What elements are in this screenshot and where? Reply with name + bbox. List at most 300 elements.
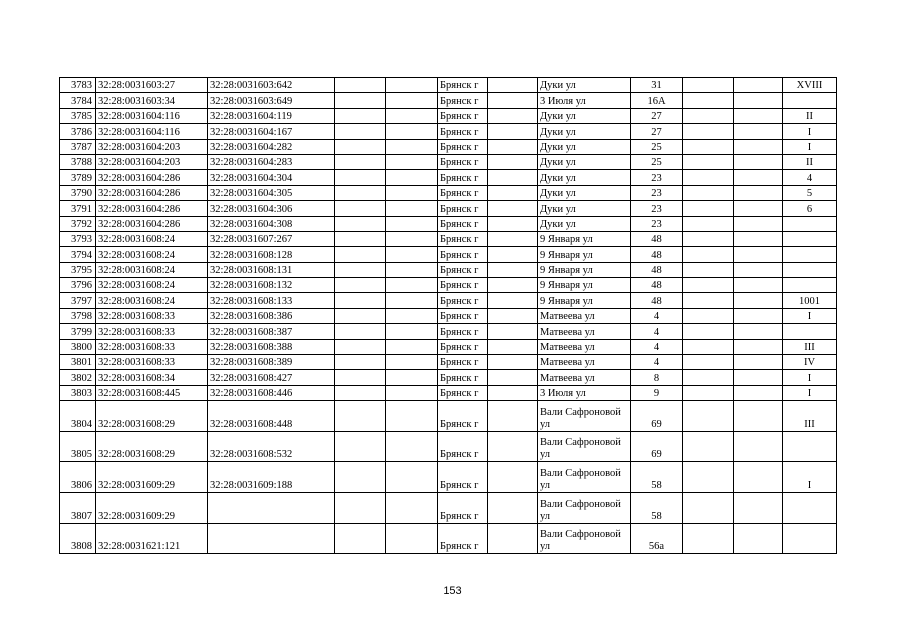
empty-cell (734, 93, 783, 108)
row-number-cell: 3798 (60, 308, 96, 323)
premises-number-cell: III (783, 339, 837, 354)
row-number-cell: 3800 (60, 339, 96, 354)
house-number-cell: 4 (631, 324, 683, 339)
city-cell: Брянск г (438, 431, 488, 462)
object-cadastral-number-cell: 32:28:0031608:387 (208, 324, 335, 339)
empty-cell (386, 293, 438, 308)
empty-cell (683, 247, 734, 262)
land-cadastral-number-cell: 32:28:0031604:286 (96, 185, 208, 200)
empty-cell (386, 370, 438, 385)
premises-number-cell: II (783, 108, 837, 123)
empty-cell (734, 185, 783, 200)
row-number-cell: 3794 (60, 247, 96, 262)
empty-cell (488, 108, 538, 123)
street-cell: Дуки ул (538, 201, 631, 216)
street-cell: 9 Января ул (538, 293, 631, 308)
empty-cell (386, 462, 438, 493)
land-cadastral-number-cell: 32:28:0031608:33 (96, 308, 208, 323)
object-cadastral-number-cell: 32:28:0031608:388 (208, 339, 335, 354)
table-row (60, 139, 837, 154)
object-cadastral-number-cell: 32:28:0031608:448 (208, 401, 335, 432)
premises-number-cell (783, 93, 837, 108)
table-row (60, 278, 837, 293)
empty-cell (386, 262, 438, 277)
empty-cell (488, 216, 538, 231)
empty-cell (683, 108, 734, 123)
house-number-cell: 4 (631, 355, 683, 370)
house-number-cell: 27 (631, 108, 683, 123)
empty-cell (335, 370, 386, 385)
land-cadastral-number-cell: 32:28:0031603:34 (96, 93, 208, 108)
empty-cell (488, 154, 538, 169)
street-cell: Дуки ул (538, 154, 631, 169)
empty-cell (488, 293, 538, 308)
empty-cell (734, 355, 783, 370)
city-cell: Брянск г (438, 170, 488, 185)
table-row (60, 93, 837, 108)
empty-cell (734, 124, 783, 139)
empty-cell (734, 431, 783, 462)
land-cadastral-number-cell: 32:28:0031604:203 (96, 139, 208, 154)
house-number-cell: 56а (631, 523, 683, 554)
empty-cell (335, 401, 386, 432)
row-number-cell: 3785 (60, 108, 96, 123)
land-cadastral-number-cell: 32:28:0031604:286 (96, 170, 208, 185)
object-cadastral-number-cell: 32:28:0031604:282 (208, 139, 335, 154)
empty-cell (335, 247, 386, 262)
empty-cell (488, 492, 538, 523)
house-number-cell: 23 (631, 216, 683, 231)
empty-cell (335, 523, 386, 554)
object-cadastral-number-cell: 32:28:0031607:267 (208, 231, 335, 246)
table-row (60, 231, 837, 246)
empty-cell (683, 231, 734, 246)
empty-cell (734, 293, 783, 308)
empty-cell (683, 185, 734, 200)
table-row (60, 201, 837, 216)
city-cell: Брянск г (438, 247, 488, 262)
empty-cell (488, 139, 538, 154)
empty-cell (734, 154, 783, 169)
premises-number-cell (783, 492, 837, 523)
city-cell: Брянск г (438, 78, 488, 93)
object-cadastral-number-cell (208, 492, 335, 523)
land-cadastral-number-cell: 32:28:0031609:29 (96, 462, 208, 493)
street-cell: Вали Сафроновой ул (538, 523, 631, 554)
street-cell: Матвеева ул (538, 355, 631, 370)
object-cadastral-number-cell: 32:28:0031608:386 (208, 308, 335, 323)
empty-cell (734, 492, 783, 523)
empty-cell (683, 78, 734, 93)
empty-cell (335, 185, 386, 200)
empty-cell (386, 154, 438, 169)
house-number-cell: 25 (631, 139, 683, 154)
empty-cell (386, 185, 438, 200)
empty-cell (683, 139, 734, 154)
house-number-cell: 58 (631, 462, 683, 493)
house-number-cell: 4 (631, 339, 683, 354)
premises-number-cell (783, 324, 837, 339)
row-number-cell: 3803 (60, 385, 96, 400)
empty-cell (488, 93, 538, 108)
land-cadastral-number-cell: 32:28:0031608:29 (96, 401, 208, 432)
street-cell: Дуки ул (538, 78, 631, 93)
premises-number-cell: I (783, 385, 837, 400)
empty-cell (386, 324, 438, 339)
empty-cell (335, 462, 386, 493)
street-cell: 9 Января ул (538, 278, 631, 293)
row-number-cell: 3787 (60, 139, 96, 154)
land-cadastral-number-cell: 32:28:0031604:286 (96, 201, 208, 216)
street-cell: Дуки ул (538, 124, 631, 139)
empty-cell (386, 170, 438, 185)
premises-number-cell (783, 247, 837, 262)
empty-cell (488, 431, 538, 462)
table-row (60, 355, 837, 370)
row-number-cell: 3791 (60, 201, 96, 216)
house-number-cell: 25 (631, 154, 683, 169)
empty-cell (683, 385, 734, 400)
house-number-cell: 8 (631, 370, 683, 385)
empty-cell (488, 247, 538, 262)
object-cadastral-number-cell: 32:28:0031608:128 (208, 247, 335, 262)
row-number-cell: 3806 (60, 462, 96, 493)
table-row (60, 523, 837, 554)
empty-cell (335, 201, 386, 216)
table-row (60, 462, 837, 493)
city-cell: Брянск г (438, 370, 488, 385)
city-cell: Брянск г (438, 216, 488, 231)
empty-cell (683, 93, 734, 108)
object-cadastral-number-cell (208, 523, 335, 554)
empty-cell (386, 339, 438, 354)
table-row (60, 124, 837, 139)
empty-cell (734, 462, 783, 493)
empty-cell (386, 355, 438, 370)
city-cell: Брянск г (438, 293, 488, 308)
street-cell: Матвеева ул (538, 324, 631, 339)
empty-cell (488, 124, 538, 139)
empty-cell (335, 339, 386, 354)
object-cadastral-number-cell: 32:28:0031608:532 (208, 431, 335, 462)
table-row (60, 247, 837, 262)
premises-number-cell: XVIII (783, 78, 837, 93)
empty-cell (734, 216, 783, 231)
city-cell: Брянск г (438, 93, 488, 108)
empty-cell (488, 262, 538, 277)
table-row (60, 401, 837, 432)
row-number-cell: 3808 (60, 523, 96, 554)
empty-cell (488, 308, 538, 323)
land-cadastral-number-cell: 32:28:0031608:33 (96, 355, 208, 370)
street-cell: Вали Сафроновой ул (538, 462, 631, 493)
object-cadastral-number-cell: 32:28:0031604:305 (208, 185, 335, 200)
land-cadastral-number-cell: 32:28:0031604:286 (96, 216, 208, 231)
city-cell: Брянск г (438, 262, 488, 277)
street-cell: 3 Июля ул (538, 93, 631, 108)
land-cadastral-number-cell: 32:28:0031608:24 (96, 293, 208, 308)
land-cadastral-number-cell: 32:28:0031621:121 (96, 523, 208, 554)
premises-number-cell (783, 431, 837, 462)
land-cadastral-number-cell: 32:28:0031608:24 (96, 231, 208, 246)
empty-cell (683, 462, 734, 493)
table-row (60, 308, 837, 323)
land-cadastral-number-cell: 32:28:0031608:33 (96, 339, 208, 354)
street-cell: 9 Января ул (538, 247, 631, 262)
street-cell: Вали Сафроновой ул (538, 401, 631, 432)
empty-cell (335, 124, 386, 139)
table-row (60, 431, 837, 462)
table-row (60, 108, 837, 123)
house-number-cell: 23 (631, 170, 683, 185)
house-number-cell: 48 (631, 293, 683, 308)
premises-number-cell: II (783, 154, 837, 169)
empty-cell (335, 492, 386, 523)
city-cell: Брянск г (438, 385, 488, 400)
object-cadastral-number-cell: 32:28:0031608:389 (208, 355, 335, 370)
premises-number-cell: 6 (783, 201, 837, 216)
empty-cell (386, 492, 438, 523)
row-number-cell: 3801 (60, 355, 96, 370)
row-number-cell: 3793 (60, 231, 96, 246)
street-cell: Дуки ул (538, 139, 631, 154)
premises-number-cell: I (783, 308, 837, 323)
empty-cell (335, 262, 386, 277)
premises-number-cell: I (783, 124, 837, 139)
row-number-cell: 3802 (60, 370, 96, 385)
empty-cell (488, 170, 538, 185)
house-number-cell: 48 (631, 247, 683, 262)
house-number-cell: 58 (631, 492, 683, 523)
empty-cell (683, 124, 734, 139)
city-cell: Брянск г (438, 324, 488, 339)
row-number-cell: 3797 (60, 293, 96, 308)
street-cell: Матвеева ул (538, 308, 631, 323)
premises-number-cell (783, 216, 837, 231)
row-number-cell: 3784 (60, 93, 96, 108)
city-cell: Брянск г (438, 139, 488, 154)
empty-cell (734, 201, 783, 216)
empty-cell (335, 278, 386, 293)
empty-cell (683, 216, 734, 231)
table-row (60, 370, 837, 385)
empty-cell (386, 247, 438, 262)
land-cadastral-number-cell: 32:28:0031604:116 (96, 124, 208, 139)
table-row (60, 170, 837, 185)
street-cell: Дуки ул (538, 170, 631, 185)
city-cell: Брянск г (438, 492, 488, 523)
premises-number-cell: I (783, 370, 837, 385)
premises-number-cell: III (783, 401, 837, 432)
empty-cell (734, 370, 783, 385)
city-cell: Брянск г (438, 401, 488, 432)
empty-cell (683, 401, 734, 432)
empty-cell (488, 339, 538, 354)
empty-cell (335, 170, 386, 185)
empty-cell (488, 370, 538, 385)
premises-number-cell: I (783, 462, 837, 493)
row-number-cell: 3795 (60, 262, 96, 277)
table-row (60, 78, 837, 93)
city-cell: Брянск г (438, 124, 488, 139)
land-cadastral-number-cell: 32:28:0031608:29 (96, 431, 208, 462)
object-cadastral-number-cell: 32:28:0031604:283 (208, 154, 335, 169)
table-row (60, 262, 837, 277)
house-number-cell: 9 (631, 385, 683, 400)
city-cell: Брянск г (438, 339, 488, 354)
premises-number-cell (783, 262, 837, 277)
house-number-cell: 48 (631, 278, 683, 293)
empty-cell (734, 231, 783, 246)
empty-cell (683, 339, 734, 354)
empty-cell (734, 78, 783, 93)
object-cadastral-number-cell: 32:28:0031608:133 (208, 293, 335, 308)
land-cadastral-number-cell: 32:28:0031604:116 (96, 108, 208, 123)
premises-number-cell (783, 231, 837, 246)
table-row (60, 385, 837, 400)
city-cell: Брянск г (438, 201, 488, 216)
city-cell: Брянск г (438, 355, 488, 370)
page-number: 153 (443, 585, 462, 597)
property-register-table (59, 77, 837, 554)
empty-cell (734, 401, 783, 432)
table-row (60, 154, 837, 169)
premises-number-cell: 4 (783, 170, 837, 185)
city-cell: Брянск г (438, 523, 488, 554)
empty-cell (335, 431, 386, 462)
land-cadastral-number-cell: 32:28:0031608:24 (96, 278, 208, 293)
row-number-cell: 3788 (60, 154, 96, 169)
object-cadastral-number-cell: 32:28:0031608:427 (208, 370, 335, 385)
object-cadastral-number-cell: 32:28:0031603:649 (208, 93, 335, 108)
table-row (60, 216, 837, 231)
row-number-cell: 3783 (60, 78, 96, 93)
city-cell: Брянск г (438, 108, 488, 123)
city-cell: Брянск г (438, 231, 488, 246)
empty-cell (734, 247, 783, 262)
empty-cell (488, 185, 538, 200)
house-number-cell: 48 (631, 231, 683, 246)
empty-cell (683, 523, 734, 554)
empty-cell (386, 216, 438, 231)
empty-cell (488, 278, 538, 293)
row-number-cell: 3805 (60, 431, 96, 462)
street-cell: 9 Января ул (538, 262, 631, 277)
land-cadastral-number-cell: 32:28:0031608:24 (96, 262, 208, 277)
row-number-cell: 3789 (60, 170, 96, 185)
house-number-cell: 16А (631, 93, 683, 108)
empty-cell (734, 170, 783, 185)
land-cadastral-number-cell: 32:28:0031604:203 (96, 154, 208, 169)
empty-cell (683, 355, 734, 370)
empty-cell (335, 355, 386, 370)
empty-cell (386, 93, 438, 108)
empty-cell (734, 108, 783, 123)
empty-cell (734, 523, 783, 554)
premises-number-cell: 5 (783, 185, 837, 200)
empty-cell (734, 324, 783, 339)
object-cadastral-number-cell: 32:28:0031609:188 (208, 462, 335, 493)
street-cell: Дуки ул (538, 216, 631, 231)
empty-cell (335, 154, 386, 169)
object-cadastral-number-cell: 32:28:0031608:446 (208, 385, 335, 400)
premises-number-cell: I (783, 139, 837, 154)
table-row (60, 492, 837, 523)
street-cell: Матвеева ул (538, 339, 631, 354)
empty-cell (335, 231, 386, 246)
street-cell: Дуки ул (538, 185, 631, 200)
empty-cell (734, 278, 783, 293)
empty-cell (488, 324, 538, 339)
empty-cell (335, 324, 386, 339)
empty-cell (386, 201, 438, 216)
empty-cell (488, 523, 538, 554)
empty-cell (683, 492, 734, 523)
object-cadastral-number-cell: 32:28:0031603:642 (208, 78, 335, 93)
empty-cell (488, 462, 538, 493)
row-number-cell: 3796 (60, 278, 96, 293)
object-cadastral-number-cell: 32:28:0031608:132 (208, 278, 335, 293)
row-number-cell: 3799 (60, 324, 96, 339)
table-row (60, 324, 837, 339)
empty-cell (734, 308, 783, 323)
city-cell: Брянск г (438, 154, 488, 169)
empty-cell (386, 108, 438, 123)
empty-cell (734, 339, 783, 354)
row-number-cell: 3790 (60, 185, 96, 200)
object-cadastral-number-cell: 32:28:0031604:304 (208, 170, 335, 185)
empty-cell (683, 324, 734, 339)
empty-cell (386, 139, 438, 154)
empty-cell (488, 355, 538, 370)
empty-cell (386, 124, 438, 139)
street-cell: Вали Сафроновой ул (538, 431, 631, 462)
empty-cell (488, 231, 538, 246)
empty-cell (683, 262, 734, 277)
house-number-cell: 23 (631, 201, 683, 216)
empty-cell (386, 523, 438, 554)
land-cadastral-number-cell: 32:28:0031608:24 (96, 247, 208, 262)
table-body (60, 78, 837, 554)
empty-cell (335, 293, 386, 308)
empty-cell (488, 78, 538, 93)
empty-cell (683, 308, 734, 323)
empty-cell (335, 78, 386, 93)
object-cadastral-number-cell: 32:28:0031604:308 (208, 216, 335, 231)
house-number-cell: 48 (631, 262, 683, 277)
object-cadastral-number-cell: 32:28:0031604:167 (208, 124, 335, 139)
premises-number-cell: 1001 (783, 293, 837, 308)
empty-cell (386, 401, 438, 432)
object-cadastral-number-cell: 32:28:0031608:131 (208, 262, 335, 277)
object-cadastral-number-cell: 32:28:0031604:119 (208, 108, 335, 123)
house-number-cell: 69 (631, 401, 683, 432)
empty-cell (488, 401, 538, 432)
empty-cell (386, 308, 438, 323)
empty-cell (683, 293, 734, 308)
row-number-cell: 3792 (60, 216, 96, 231)
empty-cell (335, 139, 386, 154)
city-cell: Брянск г (438, 462, 488, 493)
land-cadastral-number-cell: 32:28:0031603:27 (96, 78, 208, 93)
house-number-cell: 69 (631, 431, 683, 462)
empty-cell (386, 231, 438, 246)
house-number-cell: 4 (631, 308, 683, 323)
empty-cell (683, 431, 734, 462)
house-number-cell: 23 (631, 185, 683, 200)
empty-cell (683, 154, 734, 169)
empty-cell (386, 385, 438, 400)
